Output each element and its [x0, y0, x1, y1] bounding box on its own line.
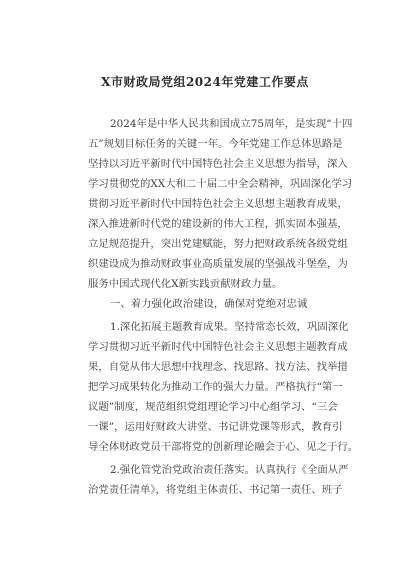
paragraph-line: 1.深化拓展主题教育成果。坚持常态长效，巩固深化 — [110, 321, 349, 333]
paragraph-line: 深入推进新时代党的建设新的伟大工程，抓实固本强基， — [88, 218, 348, 230]
paragraph-line: 五”规划目标任务的关键一年。今年党建工作总体思路是 — [88, 138, 343, 150]
paragraph-line: 立足规范提升，突出党建赋能，努力把财政系统各级党组 — [88, 238, 348, 250]
paragraph-line: 学习贯彻党的XX大和二十届二中全会精神，巩固深化学习 — [88, 178, 353, 190]
document-title: X市财政局党组2024年党建工作要点 — [101, 75, 309, 89]
paragraph-line: 议题”制度，规范组织党组理论学习中心组学习、“三会 — [88, 401, 338, 413]
paragraph-line: 2024年是中华人民共和国成立75周年，是实现“十四 — [110, 118, 353, 130]
section-heading: 一、着力强化政治建设，确保对党绝对忠诚 — [110, 298, 308, 310]
paragraph-line: 坚持以习近平新时代中国特色社会主义思想为指导，深入 — [88, 158, 348, 170]
paragraph-line: 服务中国式现代化X新实践贡献财政力量。 — [88, 278, 283, 290]
paragraph-line: 导全体财政党员干部将党的创新理论融会于心、见之于行。 — [88, 441, 359, 453]
paragraph-line: 贯彻习近平新时代中国特色社会主义思想主题教育成果， — [88, 198, 348, 210]
paragraph-line: 果，自觉从伟大思想中找理念、找思路、找方法、找举措 — [88, 361, 348, 373]
paragraph-line: 织建设成为推动财政事业高质量发展的坚强战斗堡垒，为 — [88, 258, 348, 270]
paragraph-line: 2.强化管党治党政治责任落实。认真执行《全面从严 — [110, 464, 349, 476]
paragraph-line: 治党责任清单》，将党组主体责任、书记第一责任、班子 — [88, 484, 343, 496]
paragraph-line: 学习贯彻习近平新时代中国特色社会主义思想主题教育成 — [88, 341, 348, 353]
paragraph-line: 把学习成果转化为推动工作的强大力量。严格执行“第一 — [88, 381, 343, 393]
paragraph-line: 一课”，运用好财政大讲堂、书记讲党课等形式，教育引 — [88, 421, 343, 433]
